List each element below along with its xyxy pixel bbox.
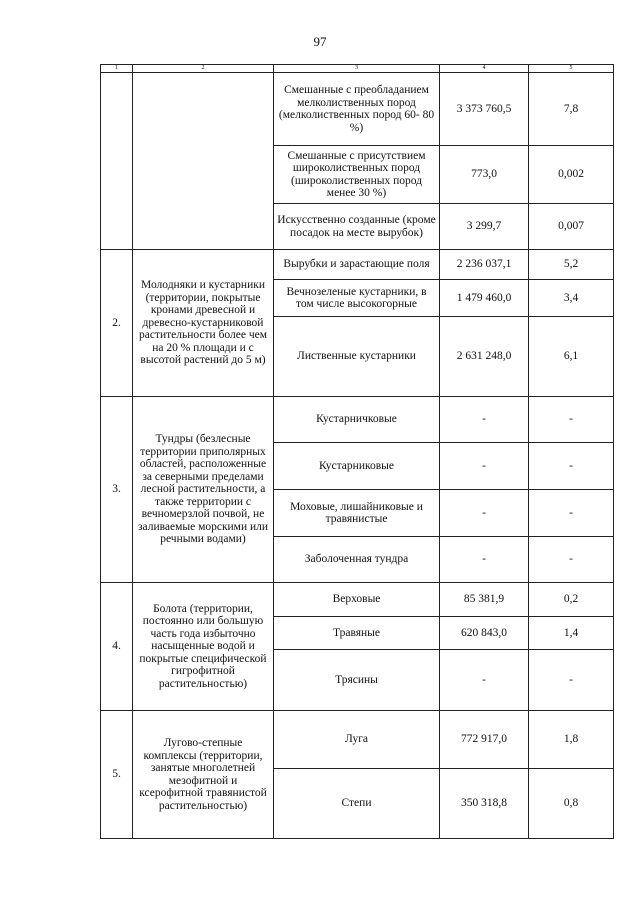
share-cell: 0,002 bbox=[529, 146, 614, 204]
area-cell: - bbox=[440, 397, 529, 443]
type-cell: Вырубки и зарастающие поля bbox=[274, 250, 440, 280]
column-number: 1 bbox=[101, 65, 133, 73]
share-cell: - bbox=[529, 490, 614, 537]
category-cell: Болота (территории, постоянно или большую часть года избыточно насыщенные водой и покрытые специфической гигрофитной растительностью) bbox=[133, 583, 274, 711]
category-cell: Молодняки и кустарники (территории, покрытые кронами древесной и древесно-кустарниковой растительности более чем на 20 % площади и с высотой растений до 5 м) bbox=[133, 250, 274, 397]
category-cell bbox=[133, 73, 274, 250]
type-cell: Верховые bbox=[274, 583, 440, 617]
area-cell: 773,0 bbox=[440, 146, 529, 204]
table-row bbox=[101, 583, 614, 617]
column-number-row bbox=[101, 65, 614, 73]
column-number: 2 bbox=[133, 65, 274, 73]
type-cell: Искусственно созданные (кроме посадок на месте вырубок) bbox=[274, 204, 440, 250]
share-cell: - bbox=[529, 537, 614, 583]
area-cell: - bbox=[440, 537, 529, 583]
type-cell: Кустарниковые bbox=[274, 443, 440, 490]
type-cell: Степи bbox=[274, 769, 440, 839]
column-number: 4 bbox=[440, 65, 529, 73]
area-cell: - bbox=[440, 650, 529, 711]
type-cell: Луга bbox=[274, 711, 440, 769]
share-cell: - bbox=[529, 397, 614, 443]
table-row bbox=[101, 73, 614, 146]
type-cell: Травяные bbox=[274, 617, 440, 650]
share-cell: 0,8 bbox=[529, 769, 614, 839]
area-cell: 2 631 248,0 bbox=[440, 317, 529, 397]
column-number: 3 bbox=[274, 65, 440, 73]
category-cell: Тундры (безлесные территории приполярных областей, расположенные за северными пределами лесной растительности, а также территории с вечномерзлой почвой, не заливаемые морскими или речными водами) bbox=[133, 397, 274, 583]
type-cell: Моховые, лишайниковые и травянистые bbox=[274, 490, 440, 537]
row-number: 2. bbox=[101, 250, 133, 397]
type-cell: Вечнозеленые кустарники, в том числе высокогорные bbox=[274, 280, 440, 317]
area-cell: 85 381,9 bbox=[440, 583, 529, 617]
land-cover-table bbox=[100, 64, 614, 839]
share-cell: 0,007 bbox=[529, 204, 614, 250]
area-cell: 620 843,0 bbox=[440, 617, 529, 650]
table-row bbox=[101, 711, 614, 769]
share-cell: 1,4 bbox=[529, 617, 614, 650]
share-cell: 7,8 bbox=[529, 73, 614, 146]
type-cell: Смешанные с преобладанием мелколиственных пород (мелколиственных пород 60- 80 %) bbox=[274, 73, 440, 146]
row-number: 4. bbox=[101, 583, 133, 711]
type-cell: Кустарничковые bbox=[274, 397, 440, 443]
page-number: 97 bbox=[313, 34, 327, 49]
type-cell: Смешанные с присутствием широколиственных пород (широколиственных пород менее 30 %) bbox=[274, 146, 440, 204]
row-number: 3. bbox=[101, 397, 133, 583]
table-row bbox=[101, 397, 614, 443]
type-cell: Трясины bbox=[274, 650, 440, 711]
area-cell: 772 917,0 bbox=[440, 711, 529, 769]
column-number: 5 bbox=[529, 65, 614, 73]
share-cell: 3,4 bbox=[529, 280, 614, 317]
share-cell: 1,8 bbox=[529, 711, 614, 769]
area-cell: - bbox=[440, 443, 529, 490]
type-cell: Лиственные кустарники bbox=[274, 317, 440, 397]
table-body bbox=[101, 65, 614, 839]
area-cell: - bbox=[440, 490, 529, 537]
type-cell: Заболоченная тундра bbox=[274, 537, 440, 583]
area-cell: 2 236 037,1 bbox=[440, 250, 529, 280]
share-cell: 5,2 bbox=[529, 250, 614, 280]
area-cell: 1 479 460,0 bbox=[440, 280, 529, 317]
share-cell: 0,2 bbox=[529, 583, 614, 617]
area-cell: 3 299,7 bbox=[440, 204, 529, 250]
share-cell: 6,1 bbox=[529, 317, 614, 397]
category-cell: Лугово-степные комплексы (территории, занятые многолетней мезофитной и ксерофитной травянистой растительностью) bbox=[133, 711, 274, 839]
share-cell: - bbox=[529, 443, 614, 490]
share-cell: - bbox=[529, 650, 614, 711]
row-number: 5. bbox=[101, 711, 133, 839]
area-cell: 350 318,8 bbox=[440, 769, 529, 839]
area-cell: 3 373 760,5 bbox=[440, 73, 529, 146]
table-row bbox=[101, 250, 614, 280]
row-number bbox=[101, 73, 133, 250]
